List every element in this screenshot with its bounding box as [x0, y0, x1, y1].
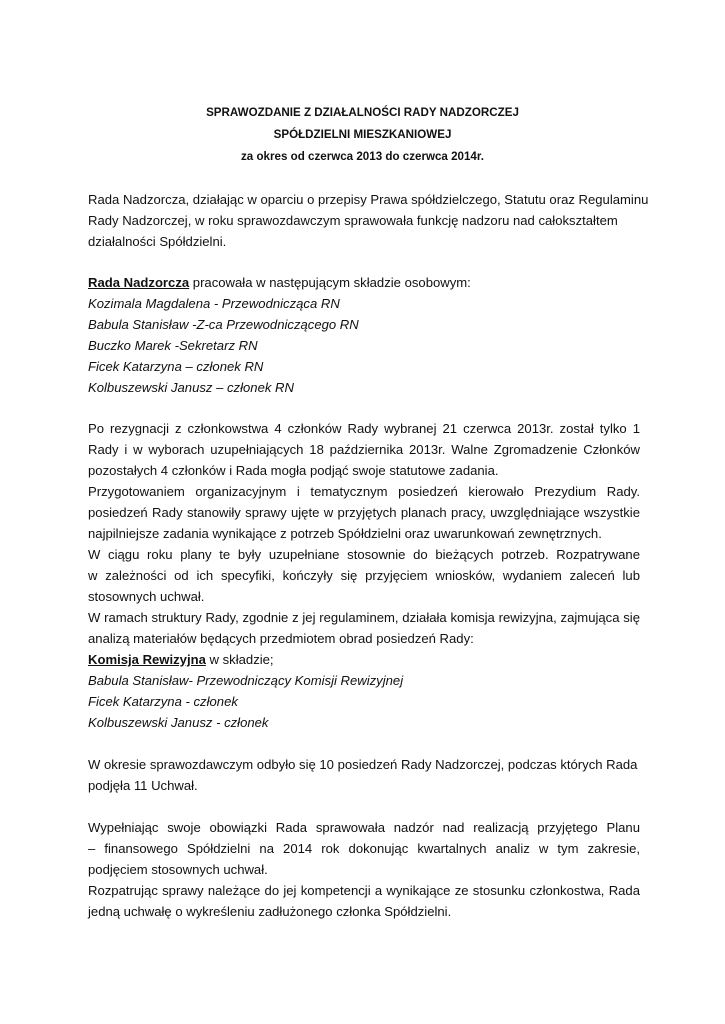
komisja-rewizyjna-heading: Komisja Rewizyjna — [88, 652, 206, 667]
body-line-1: Po rezygnacji z członkowstwa 4 członków Rady wybranej 21 czerwca 2013r. został tylko 1 — [88, 421, 640, 436]
body-line-7: W ciągu roku plany te były uzupełniane stosownie do bieżących potrzeb. Rozpatrywane — [88, 547, 640, 562]
commission-member-2: Ficek Katarzyna - członek — [88, 694, 238, 709]
closing-line-5: jedną uchwałę o wykreśleniu zadłużonego członka Spółdzielni. — [88, 904, 452, 919]
closing-line-3: podjęciem stosownych uchwał. — [88, 862, 268, 877]
closing-line-2: – finansowego Spółdzielni na 2014 rok dokonując kwartalnych analiz w tym zakresie, — [88, 841, 640, 856]
board-member-2: Babula Stanisław -Z-ca Przewodniczącego RN — [88, 317, 359, 332]
intro-line-1: Rada Nadzorcza, działając w oparciu o przepisy Prawa spółdzielczego, Statutu oraz Regulaminu — [88, 192, 649, 207]
intro-line-3: działalności Spółdzielni. — [88, 234, 227, 249]
board-member-4: Ficek Katarzyna – członek RN — [88, 359, 264, 374]
body-line-3: pozostałych 4 członków i Rada mogła podjąć swoje statutowe zadania. — [88, 463, 499, 478]
commission-member-3: Kolbuszewski Janusz - członek — [88, 715, 269, 730]
body-line-8: w zależności od ich specyfiki, kończyły się przyjęciem wniosków, wydaniem zaleceń lub — [88, 568, 640, 583]
board-member-1: Kozimala Magdalena - Przewodnicząca RN — [88, 296, 340, 311]
body-line-4: Przygotowaniem organizacyjnym i tematycznym posiedzeń kierowało Prezydium Rady. — [88, 484, 640, 499]
rada-nadzorcza-heading: Rada Nadzorcza — [88, 275, 190, 290]
composition-heading-rest: pracowała w następującym składzie osobowym: — [189, 275, 471, 290]
body-line-5: posiedzeń Rady stanowiły sprawy ujęte w przyjętych planach pracy, uwzględniające wszystkie — [88, 505, 640, 520]
body-line-10: W ramach struktury Rady, zgodnie z jej regulaminem, działała komisja rewizyjna, zajmująca się — [88, 610, 640, 625]
intro-line-2: Rady Nadzorczej, w roku sprawozdawczym sprawowała funkcję nadzoru nad całokształtem — [88, 213, 618, 228]
body-line-9: stosownych uchwał. — [88, 589, 205, 604]
commission-heading-rest: w składzie; — [205, 652, 274, 667]
commission-heading-line — [88, 652, 274, 668]
composition-heading-line — [88, 275, 471, 291]
meetings-line-1: W okresie sprawozdawczym odbyło się 10 posiedzeń Rady Nadzorczej, podczas których Rada — [88, 757, 638, 772]
meetings-line-2: podjęła 11 Uchwał. — [88, 778, 198, 793]
report-title-line-2: SPÓŁDZIELNI MIESZKANIOWEJ — [273, 128, 452, 141]
board-member-5: Kolbuszewski Janusz – członek RN — [88, 380, 294, 395]
board-member-3: Buczko Marek -Sekretarz RN — [88, 338, 258, 353]
body-line-6: najpilniejsze zadania wynikające z potrzeb Spółdzielni oraz uwarunkowań zewnętrznych. — [88, 526, 602, 541]
body-line-2: Rady i w wyborach uzupełniających 18 października 2013r. Walne Zgromadzenie Członków — [88, 442, 640, 457]
report-title-line-1: SPRAWOZDANIE Z DZIAŁALNOŚCI RADY NADZORCZEJ — [206, 106, 519, 119]
report-title-line-3: za okres od czerwca 2013 do czerwca 2014r. — [241, 150, 484, 163]
body-line-11: analizą materiałów będących przedmiotem obrad posiedzeń Rady: — [88, 631, 474, 646]
closing-line-1: Wypełniając swoje obowiązki Rada sprawowała nadzór nad realizacją przyjętego Planu — [88, 820, 640, 835]
closing-line-4: Rozpatrując sprawy należące do jej kompetencji a wynikające ze stosunku członkostwa, Rada — [88, 883, 640, 898]
commission-member-1: Babula Stanisław- Przewodniczący Komisji Rewizyjnej — [88, 673, 404, 688]
